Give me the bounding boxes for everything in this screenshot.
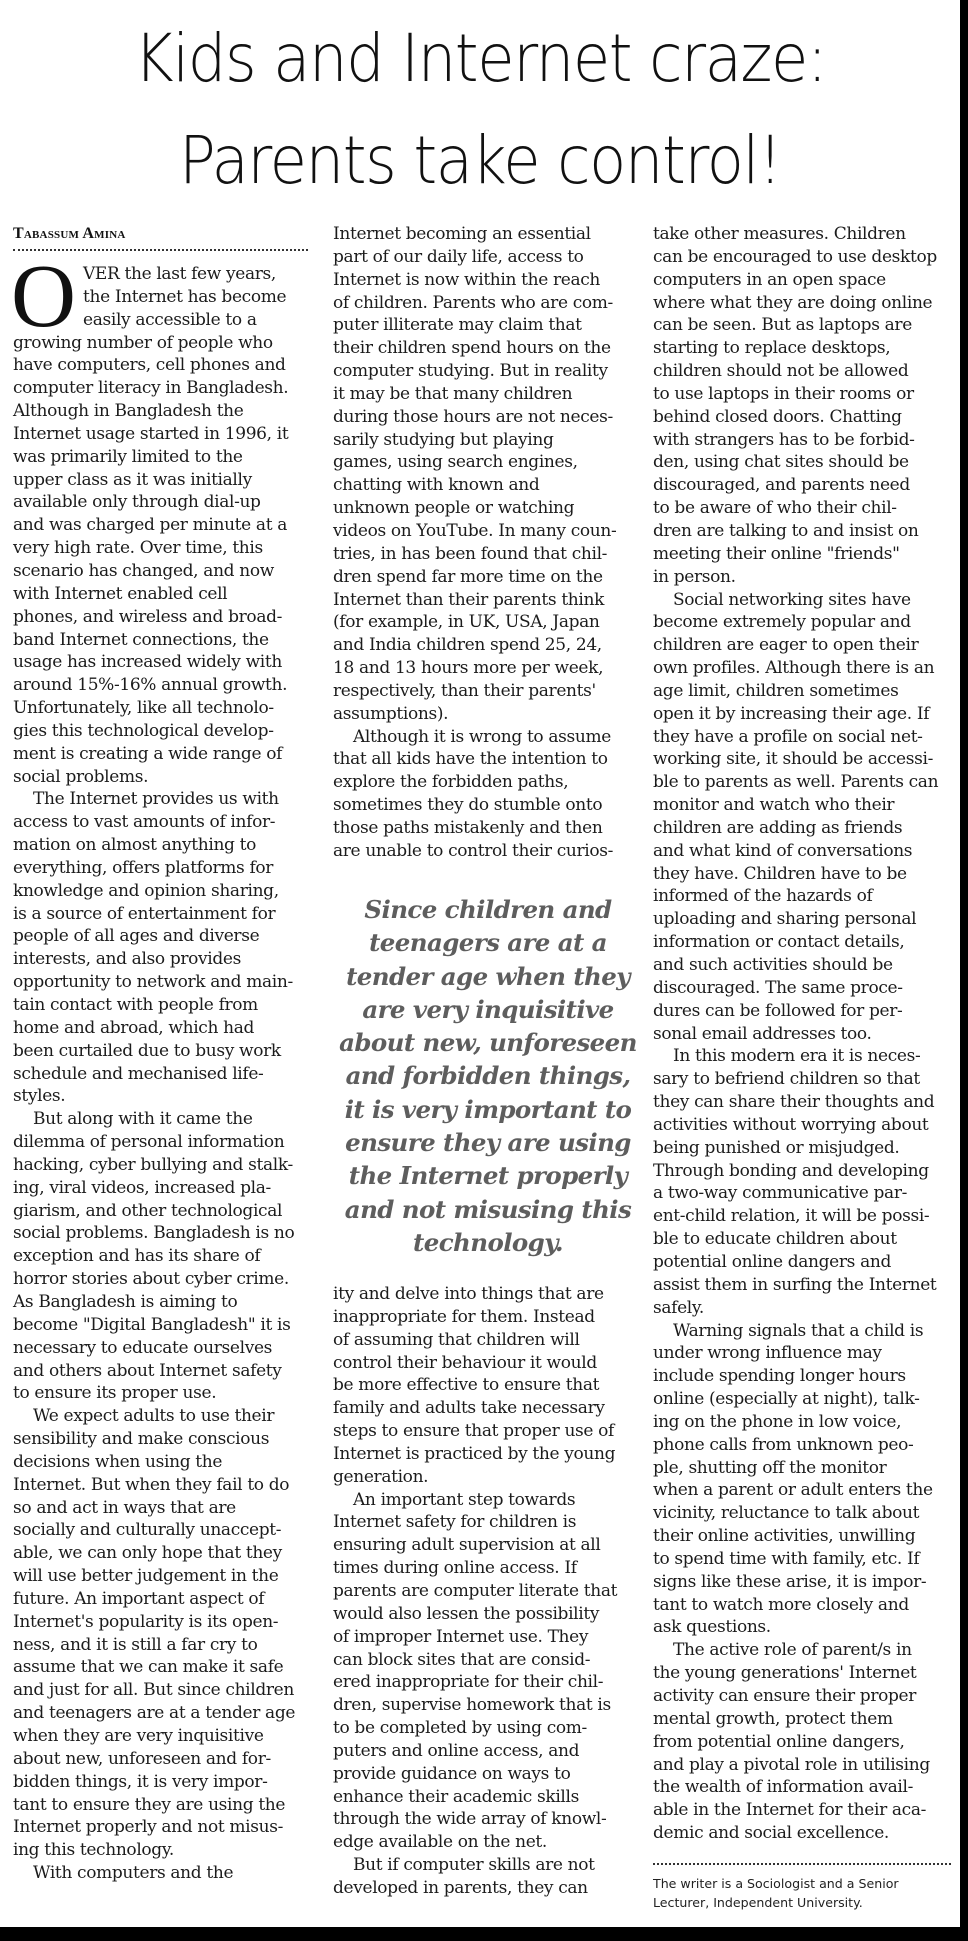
text-line: assist them in surfing the Internet bbox=[653, 1274, 937, 1295]
text-line: hacking, cyber bullying and stalk- bbox=[13, 1154, 293, 1175]
text-line: can be seen. But as laptops are bbox=[653, 315, 912, 336]
text-line: Internet's popularity is its open- bbox=[13, 1611, 279, 1632]
text-line: control their behaviour it would bbox=[333, 1352, 597, 1373]
text-line: to use laptops in their rooms or bbox=[653, 383, 914, 404]
text-line: ensuring adult supervision at all bbox=[333, 1535, 601, 1556]
column-1-body bbox=[11, 247, 318, 1885]
author-note-divider bbox=[653, 1863, 951, 1865]
column-3-lines bbox=[653, 223, 958, 1845]
page-edge-bar bbox=[960, 0, 968, 1941]
text-line: unknown people or watching bbox=[333, 498, 575, 519]
text-line: sarily studying but playing bbox=[333, 429, 554, 450]
text-line: during those hours are not neces- bbox=[333, 406, 613, 427]
text-line: family and adults take necessary bbox=[333, 1398, 605, 1419]
text-line: Through bonding and developing bbox=[653, 1160, 929, 1181]
text-line: are unable to control their curios- bbox=[333, 840, 614, 861]
text-line: home and abroad, which had bbox=[13, 1017, 255, 1038]
text-line: online (especially at night), talk- bbox=[653, 1389, 920, 1410]
text-line: sometimes they do stumble onto bbox=[333, 795, 603, 816]
text-line: puters and online access, and bbox=[333, 1740, 580, 1761]
headline bbox=[0, 8, 960, 212]
text-line: But if computer skills are not bbox=[353, 1855, 595, 1876]
text-line: it may be that many children bbox=[333, 383, 573, 404]
text-line: when they are very inquisitive bbox=[13, 1726, 264, 1746]
text-line: able, we can only hope that they bbox=[13, 1543, 282, 1564]
text-line: have computers, cell phones and bbox=[13, 355, 286, 376]
text-line: of assuming that children will bbox=[333, 1329, 580, 1350]
text-line: dures can be followed for per- bbox=[653, 1000, 903, 1021]
text-line: tant to ensure they are using the bbox=[13, 1794, 286, 1815]
text-line: But along with it came the bbox=[33, 1109, 253, 1130]
text-line: Unfortunately, like all technolo- bbox=[13, 698, 274, 719]
text-line: of improper Internet use. They bbox=[333, 1626, 589, 1647]
text-line: puter illiterate may claim that bbox=[333, 315, 582, 336]
text-line: In this modern era it is neces- bbox=[673, 1046, 921, 1067]
text-line: become "Digital Bangladesh" it is bbox=[13, 1314, 291, 1335]
headline-line-2: Parents take control! bbox=[179, 122, 781, 199]
text-line: dren are talking to and insist on bbox=[653, 520, 919, 541]
text-line: phone calls from unknown peo- bbox=[653, 1434, 914, 1455]
text-line: decisions when using the bbox=[13, 1451, 223, 1472]
text-line: is a source of entertainment for bbox=[13, 903, 276, 924]
text-line: ered inappropriate for their chil- bbox=[333, 1672, 604, 1693]
text-line: Internet is now within the reach bbox=[333, 269, 601, 290]
text-line: ble to educate children about bbox=[653, 1229, 897, 1250]
text-line: and such activities should be bbox=[653, 955, 893, 975]
text-line: children are adding as friends bbox=[653, 817, 903, 838]
column-1-lines bbox=[13, 263, 318, 1885]
text-line: dren spend far more time on the bbox=[333, 566, 603, 587]
text-line: tries, in has been found that chil- bbox=[333, 543, 608, 564]
text-line: chatting with known and bbox=[333, 475, 540, 496]
text-line: be more effective to ensure that bbox=[333, 1375, 600, 1396]
pull-quote-line: and not misusing this bbox=[344, 1194, 632, 1224]
text-line: the Internet has become bbox=[83, 286, 287, 307]
text-line: easily accessible to a bbox=[83, 309, 257, 330]
text-line: steps to ensure that proper use of bbox=[333, 1421, 615, 1442]
text-line: the young generations' Internet bbox=[653, 1663, 917, 1684]
column-3 bbox=[653, 223, 958, 1845]
text-line: will use better judgement in the bbox=[13, 1566, 279, 1587]
text-line: We expect adults to use their bbox=[33, 1406, 275, 1427]
text-line: styles. bbox=[13, 1086, 66, 1107]
text-line: through the wide array of knowl- bbox=[333, 1809, 607, 1830]
column-2-upper bbox=[333, 223, 643, 863]
text-line: safely. bbox=[653, 1297, 704, 1318]
text-line: information or contact details, bbox=[653, 932, 905, 953]
text-line: mental growth, protect them bbox=[653, 1708, 893, 1729]
text-line: upper class as it was initially bbox=[13, 469, 252, 490]
byline: Tabassum Amina bbox=[13, 225, 126, 242]
text-line: able in the Internet for their aca- bbox=[653, 1800, 927, 1821]
column-1 bbox=[13, 223, 318, 1885]
text-line: age limit, children sometimes bbox=[653, 680, 899, 701]
text-line: with strangers has to be forbid- bbox=[653, 429, 915, 450]
text-line: edge available on the net. bbox=[333, 1832, 547, 1853]
text-line: (for example, in UK, USA, Japan bbox=[333, 612, 600, 633]
text-line: would also lessen the possibility bbox=[333, 1603, 600, 1624]
text-line: mation on almost anything to bbox=[13, 835, 256, 856]
text-line: An important step towards bbox=[353, 1489, 576, 1510]
text-line: their children spend hours on the bbox=[333, 338, 611, 359]
text-line: ment is creating a wide range of bbox=[13, 743, 283, 764]
text-line: generation. bbox=[333, 1466, 429, 1487]
text-line: schedule and mechanised life- bbox=[13, 1063, 264, 1084]
text-line: their online activities, unwilling bbox=[653, 1526, 916, 1547]
text-line: part of our daily life, access to bbox=[333, 246, 584, 267]
text-line: phones, and wireless and broad- bbox=[13, 606, 283, 627]
drop-cap: O bbox=[11, 247, 76, 346]
pull-quote-line: technology. bbox=[413, 1227, 563, 1257]
text-line: been curtailed due to busy work bbox=[13, 1040, 281, 1061]
text-line: potential online dangers and bbox=[653, 1251, 892, 1272]
text-line: As Bangladesh is aiming to bbox=[13, 1291, 238, 1312]
text-line: explore the forbidden paths, bbox=[333, 772, 569, 793]
text-line: Internet becoming an essential bbox=[333, 224, 591, 244]
text-line: provide guidance on ways to bbox=[333, 1763, 571, 1784]
text-line: gies this technological develop- bbox=[13, 720, 274, 741]
text-line: can block sites that are consid- bbox=[333, 1649, 591, 1670]
text-line: access to vast amounts of infor- bbox=[13, 812, 276, 833]
text-line: signs like these arise, it is impor- bbox=[653, 1571, 927, 1592]
pull-quote-line: teenagers are at a bbox=[369, 928, 607, 958]
text-line: a two-way communicative par- bbox=[653, 1183, 908, 1204]
text-line: socially and culturally unaccept- bbox=[13, 1520, 282, 1541]
text-line: respectively, than their parents' bbox=[333, 680, 596, 701]
text-line: and teenagers are at a tender age bbox=[13, 1703, 296, 1724]
text-line: being punished or misjudged. bbox=[653, 1137, 900, 1158]
author-note bbox=[653, 1874, 958, 1912]
text-line: tant to watch more closely and bbox=[653, 1594, 909, 1615]
column-2-lower bbox=[333, 1283, 643, 1900]
text-line: assume that we can make it safe bbox=[13, 1657, 284, 1678]
text-line: to be completed by using com- bbox=[333, 1718, 587, 1739]
pull-quote-line: tender age when they bbox=[346, 961, 630, 991]
text-line: The Internet provides us with bbox=[33, 789, 279, 810]
text-line: become extremely popular and bbox=[653, 612, 911, 633]
text-line: ing this technology. bbox=[13, 1840, 174, 1861]
text-line: games, using search engines, bbox=[333, 452, 578, 473]
text-line: Internet. But when they fail to do bbox=[13, 1474, 290, 1495]
text-line: in person. bbox=[653, 566, 736, 587]
text-line: Internet safety for children is bbox=[333, 1512, 577, 1533]
text-line: take other measures. Children bbox=[653, 224, 906, 244]
text-line: meeting their online "friends" bbox=[653, 543, 900, 564]
pull-quote-line: are very inquisitive bbox=[362, 994, 614, 1024]
text-line: band Internet connections, the bbox=[13, 629, 269, 650]
text-line: ing, viral videos, increased pla- bbox=[13, 1177, 271, 1198]
pull-quote-line: ensure they are using bbox=[345, 1128, 631, 1158]
text-line: behind closed doors. Chatting bbox=[653, 406, 902, 427]
text-line: enhance their academic skills bbox=[333, 1786, 579, 1807]
text-line: horror stories about cyber crime. bbox=[13, 1269, 289, 1290]
text-line: parents are computer literate that bbox=[333, 1580, 618, 1601]
text-line: vicinity, reluctance to talk about bbox=[653, 1503, 920, 1524]
pull-quote-line: about new, unforeseen bbox=[339, 1028, 637, 1058]
text-line: they can share their thoughts and bbox=[653, 1092, 935, 1113]
text-line: children are eager to open their bbox=[653, 635, 919, 656]
text-line: include spending longer hours bbox=[653, 1366, 906, 1387]
text-line: necessary to educate ourselves bbox=[13, 1337, 273, 1358]
text-line: 18 and 13 hours more per week, bbox=[333, 658, 604, 679]
pull-quote bbox=[333, 893, 643, 1259]
text-line: ent-child relation, it will be possi- bbox=[653, 1206, 930, 1227]
text-line: that all kids have the intention to bbox=[333, 749, 608, 770]
text-line: the wealth of information avail- bbox=[653, 1777, 913, 1798]
text-line: children should not be allowed bbox=[653, 361, 909, 382]
text-line: Warning signals that a child is bbox=[673, 1320, 924, 1341]
text-line: available only through dial-up bbox=[13, 492, 261, 513]
text-line: Although it is wrong to assume bbox=[353, 726, 611, 747]
text-line: The active role of parent/s in bbox=[673, 1640, 912, 1661]
text-line: VER the last few years, bbox=[83, 264, 276, 284]
text-line: they have a profile on social net- bbox=[653, 726, 923, 747]
text-line: ity and delve into things that are bbox=[333, 1284, 604, 1304]
text-line: exception and has its share of bbox=[13, 1246, 261, 1267]
text-line: Internet is practiced by the young bbox=[333, 1443, 616, 1464]
text-line: future. An important aspect of bbox=[13, 1588, 265, 1609]
text-line: to be aware of who their chil- bbox=[653, 498, 897, 519]
text-line: they have. Children have to be bbox=[653, 863, 907, 884]
text-line: working site, it should be accessi- bbox=[653, 749, 933, 770]
text-line: bidden things, it is very impor- bbox=[13, 1771, 268, 1792]
author-note-line-2: Lecturer, Independent University. bbox=[653, 1895, 863, 1910]
text-line: with Internet enabled cell bbox=[13, 583, 228, 604]
text-line: ness, and it is still a far cry to bbox=[13, 1634, 258, 1655]
text-line: developed in parents, they can bbox=[333, 1877, 588, 1898]
text-line: growing number of people who bbox=[13, 332, 273, 353]
text-line: and what kind of conversations bbox=[653, 840, 913, 861]
text-line: everything, offers platforms for bbox=[13, 857, 274, 878]
text-line: scenario has changed, and now bbox=[13, 560, 274, 581]
column-2-upper-lines bbox=[333, 223, 643, 863]
text-line: starting to replace desktops, bbox=[653, 338, 891, 359]
text-line: With computers and the bbox=[33, 1863, 234, 1884]
text-line: can be encouraged to use desktop bbox=[653, 246, 937, 267]
text-line: sensibility and make conscious bbox=[13, 1429, 270, 1450]
text-line: tain contact with people from bbox=[13, 995, 258, 1015]
text-line: sary to befriend children so that bbox=[653, 1069, 920, 1090]
text-line: ple, shutting off the monitor bbox=[653, 1457, 887, 1478]
headline-line-1: Kids and Internet craze: bbox=[133, 20, 827, 97]
text-line: usage has increased widely with bbox=[13, 652, 282, 673]
pull-quote-lines bbox=[333, 893, 643, 1259]
text-line: dilemma of personal information bbox=[13, 1132, 285, 1153]
text-line: monitor and watch who their bbox=[653, 795, 895, 816]
text-line: and play a pivotal role in utilising bbox=[653, 1754, 930, 1775]
text-line: when a parent or adult enters the bbox=[653, 1480, 933, 1501]
text-line: where what they are doing online bbox=[653, 292, 933, 313]
text-line: to spend time with family, etc. If bbox=[653, 1548, 920, 1569]
text-line: open it by increasing their age. If bbox=[653, 703, 930, 724]
text-line: social problems. bbox=[13, 766, 149, 787]
text-line: activity can ensure their proper bbox=[653, 1686, 917, 1706]
pull-quote-line: it is very important to bbox=[344, 1094, 632, 1124]
text-line: people of all ages and diverse bbox=[13, 926, 260, 947]
text-line: den, using chat sites should be bbox=[653, 452, 909, 473]
text-line: about new, unforeseen and for- bbox=[13, 1748, 271, 1769]
column-2-lower-lines bbox=[333, 1283, 643, 1900]
text-line: inappropriate for them. Instead bbox=[333, 1306, 595, 1327]
author-note-line-1: The writer is a Sociologist and a Senior bbox=[653, 1876, 899, 1891]
text-line: discouraged. The same proce- bbox=[653, 977, 903, 998]
text-line: giarism, and other technological bbox=[13, 1200, 283, 1221]
text-line: of children. Parents who are com- bbox=[333, 292, 613, 313]
text-line: Internet than their parents think bbox=[333, 589, 605, 610]
text-line: so and act in ways that are bbox=[13, 1497, 236, 1518]
text-line: demic and social excellence. bbox=[653, 1823, 889, 1844]
text-line: interests, and also provides bbox=[13, 949, 242, 970]
text-line: Internet properly and not misus- bbox=[13, 1817, 283, 1838]
text-line: videos on YouTube. In many coun- bbox=[333, 520, 617, 541]
text-line: Internet usage started in 1996, it bbox=[13, 423, 289, 444]
text-line: assumptions). bbox=[333, 703, 449, 724]
text-line: and others about Internet safety bbox=[13, 1360, 282, 1381]
text-line: ask questions. bbox=[653, 1617, 771, 1638]
text-line: ing on the phone in low voice, bbox=[653, 1411, 902, 1432]
text-line: social problems. Bangladesh is no bbox=[13, 1223, 295, 1244]
text-line: under wrong influence may bbox=[653, 1343, 882, 1364]
text-line: uploading and sharing personal bbox=[653, 909, 917, 930]
text-line: Social networking sites have bbox=[673, 589, 911, 610]
text-line: was primarily limited to the bbox=[13, 446, 243, 467]
text-line: computer studying. But in reality bbox=[333, 361, 608, 382]
text-line: dren, supervise homework that is bbox=[333, 1695, 611, 1716]
pull-quote-line: the Internet properly bbox=[348, 1161, 628, 1191]
text-line: discouraged, and parents need bbox=[653, 475, 910, 496]
text-line: computer literacy in Bangladesh. bbox=[13, 378, 289, 399]
text-line: own profiles. Although there is an bbox=[653, 658, 935, 679]
pull-quote-line: and forbidden things, bbox=[345, 1061, 631, 1091]
text-line: sonal email addresses too. bbox=[653, 1023, 872, 1044]
text-line: those paths mistakenly and then bbox=[333, 817, 603, 838]
text-line: knowledge and opinion sharing, bbox=[13, 880, 279, 901]
text-line: informed of the hazards of bbox=[653, 886, 873, 907]
text-line: times during online access. If bbox=[333, 1558, 577, 1579]
text-line: Although in Bangladesh the bbox=[13, 401, 244, 422]
text-line: from potential online dangers, bbox=[653, 1731, 905, 1752]
text-line: ble to parents as well. Parents can bbox=[653, 772, 939, 793]
text-line: opportunity to network and main- bbox=[13, 972, 293, 993]
text-line: and was charged per minute at a bbox=[13, 515, 288, 536]
text-line: and India children spend 25, 24, bbox=[333, 635, 602, 656]
text-line: very high rate. Over time, this bbox=[13, 538, 263, 559]
text-line: computers in an open space bbox=[653, 269, 886, 290]
text-line: activities without worrying about bbox=[653, 1114, 929, 1135]
text-line: and just for all. But since children bbox=[13, 1680, 294, 1701]
text-line: around 15%-16% annual growth. bbox=[13, 675, 288, 696]
text-line: to ensure its proper use. bbox=[13, 1383, 217, 1404]
page-bottom-bar bbox=[0, 1927, 968, 1941]
pull-quote-line: Since children and bbox=[364, 895, 612, 924]
